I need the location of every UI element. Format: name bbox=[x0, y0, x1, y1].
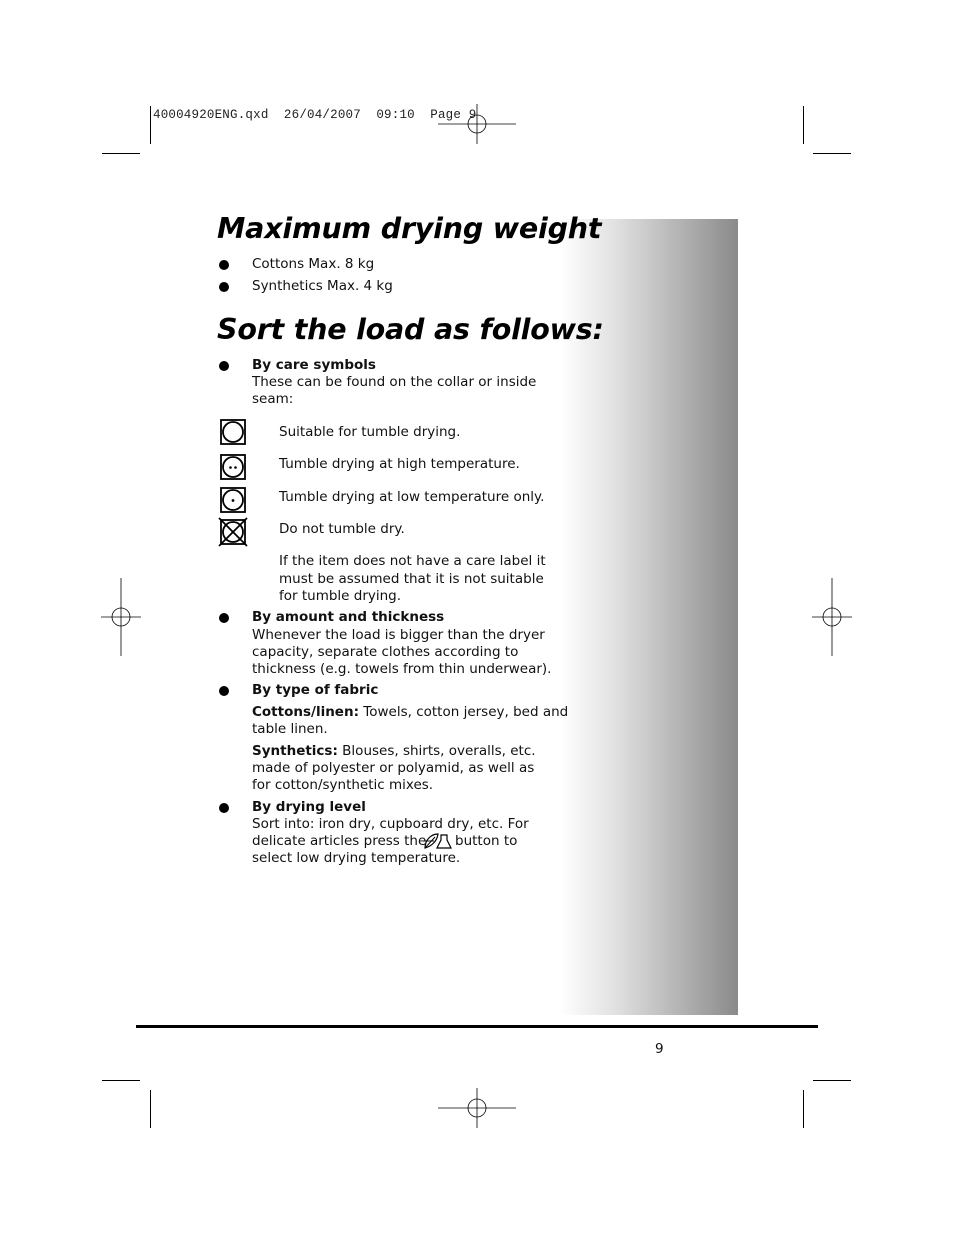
fabric-cottons: table linen. bbox=[252, 721, 328, 737]
drying-desc: select low drying temperature. bbox=[252, 850, 461, 866]
print-slug: 40004920ENG.qxd 26/04/2007 09:10 Page 9 bbox=[153, 108, 477, 122]
registration-mark-icon bbox=[438, 104, 516, 144]
fabric-synthetics: for cotton/synthetic mixes. bbox=[252, 777, 434, 793]
symbol-label: Do not tumble dry. bbox=[279, 521, 405, 537]
tumble-dry-high-icon bbox=[220, 454, 246, 480]
care-desc: seam: bbox=[252, 391, 294, 407]
crop-mark bbox=[813, 153, 851, 154]
weight-cottons: Cottons Max. 8 kg bbox=[252, 256, 375, 272]
bullet bbox=[219, 260, 229, 270]
amount-desc: thickness (e.g. towels from thin underwear). bbox=[252, 661, 552, 677]
crop-mark bbox=[813, 1080, 851, 1081]
cottons-text: Towels, cotton jersey, bed and bbox=[358, 704, 569, 720]
fabric-title: By type of fabric bbox=[252, 682, 379, 698]
bullet bbox=[219, 613, 229, 623]
bullet bbox=[219, 361, 229, 371]
drying-desc: delicate articles press the bbox=[252, 833, 427, 849]
crop-mark bbox=[102, 1080, 140, 1081]
crop-mark bbox=[803, 1090, 804, 1128]
fabric-synthetics bbox=[252, 743, 536, 760]
bullet bbox=[219, 803, 229, 813]
crop-mark bbox=[150, 1090, 151, 1128]
amount-desc: capacity, separate clothes according to bbox=[252, 644, 519, 660]
delicate-leaf-icon bbox=[422, 832, 452, 850]
cottons-label: Cottons/linen: bbox=[252, 704, 359, 720]
amount-title: By amount and thickness bbox=[252, 609, 445, 625]
care-note: must be assumed that it is not suitable bbox=[279, 571, 544, 587]
symbol-label: Tumble drying at low temperature only. bbox=[279, 489, 545, 505]
footer-rule bbox=[136, 1025, 818, 1028]
fabric-synthetics: made of polyester or polyamid, as well as bbox=[252, 760, 535, 776]
synthetics-label: Synthetics: bbox=[252, 743, 338, 759]
drying-title: By drying level bbox=[252, 799, 366, 815]
page-number: 9 bbox=[655, 1041, 664, 1057]
drying-desc: button to bbox=[455, 833, 518, 849]
symbol-label: Suitable for tumble drying. bbox=[279, 424, 461, 440]
care-note: If the item does not have a care label it bbox=[279, 553, 546, 569]
bullet bbox=[219, 686, 229, 696]
weight-synthetics: Synthetics Max. 4 kg bbox=[252, 278, 393, 294]
heading-sort: Sort the load as follows: bbox=[217, 313, 604, 346]
synthetics-text: Blouses, shirts, overalls, etc. bbox=[337, 743, 536, 759]
symbol-label: Tumble drying at high temperature. bbox=[279, 456, 520, 472]
care-note: for tumble drying. bbox=[279, 588, 402, 604]
bullet bbox=[219, 282, 229, 292]
care-title: By care symbols bbox=[252, 357, 376, 373]
registration-mark-icon bbox=[438, 1088, 516, 1128]
care-desc: These can be found on the collar or inside bbox=[252, 374, 537, 390]
do-not-tumble-dry-icon bbox=[218, 517, 248, 547]
crop-mark bbox=[803, 106, 804, 144]
tumble-dry-icon bbox=[220, 419, 246, 445]
registration-mark-icon bbox=[812, 578, 852, 656]
drying-desc: Sort into: iron dry, cupboard dry, etc. For bbox=[252, 816, 529, 832]
fabric-cottons bbox=[252, 704, 568, 721]
tumble-dry-low-icon bbox=[220, 487, 246, 513]
registration-mark-icon bbox=[101, 578, 141, 656]
heading-max-weight: Maximum drying weight bbox=[217, 212, 602, 245]
amount-desc: Whenever the load is bigger than the dryer bbox=[252, 627, 545, 643]
crop-mark bbox=[150, 106, 151, 144]
crop-mark bbox=[102, 153, 140, 154]
